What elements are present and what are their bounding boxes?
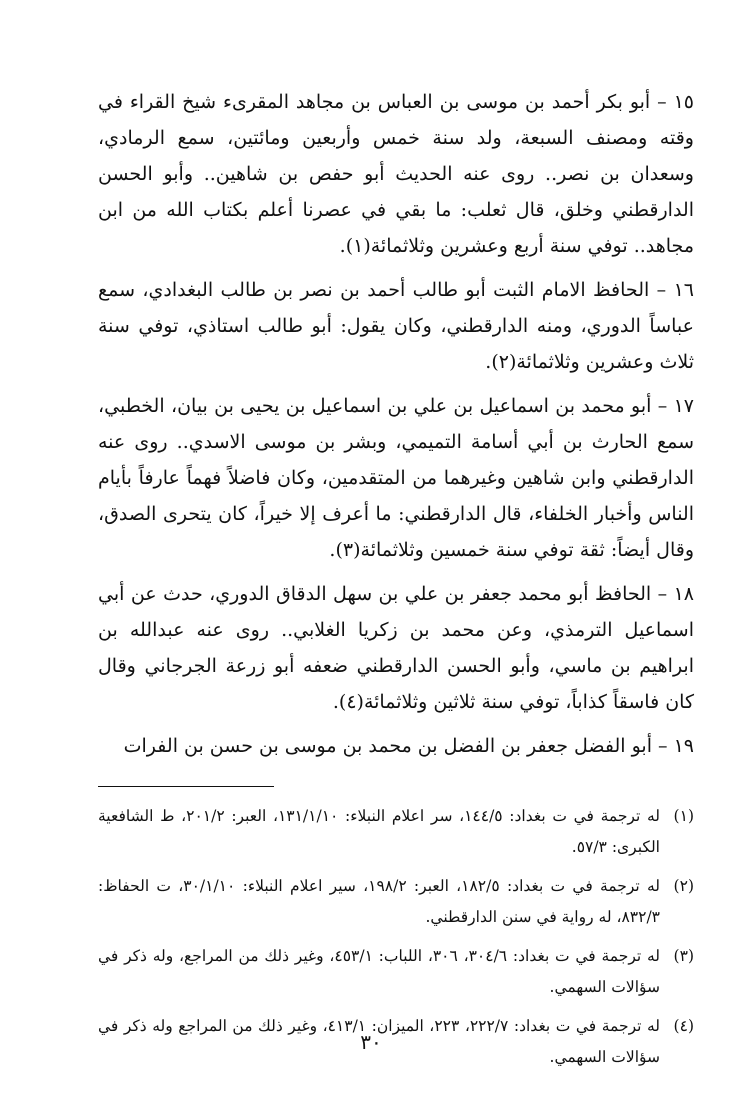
entry-15: ١٥ – أبو بكر أحمد بن موسى بن العباس بن مجاهد المقرىء شيخ القراء في وقته ومصنف السبعة، ولد سنة خمس وأربعين ومائتين، سمع الرمادي، وسعدان بن نصر.. روى عنه الحديث أبو حفص بن شاهين.. وأبو الحسن الدارقطني وخلق، قال ثعلب: ما بقي في عصرنا أعلم بكتاب الله من ابن مجاهد.. توفي سنة أربع وعشرين وثلاثمائة(١). bbox=[98, 91, 694, 257]
footnote-text: له ترجمة في ت بغداد: ٣٠٤/٦، ٣٠٦، اللباب: ٤٥٣/١، وغير ذلك من المراجع، وله ذكر في سؤالات السهمي. bbox=[98, 947, 661, 996]
footnote-text: له ترجمة في ت بغداد: ٢٢٢/٧، ٢٢٣، الميزان: ٤١٣/١، وغير ذلك من المراجع وله ذكر في سؤالات السهمي. bbox=[98, 1017, 660, 1066]
page-number: ٣٠ bbox=[360, 1030, 382, 1054]
entry-17: ١٧ – أبو محمد بن اسماعيل بن علي بن اسماعيل بن يحيى بن بيان، الخطبي، سمع الحارث بن أبي أسامة التميمي، وبشر بن موسى الاسدي.. روى عنه الدارقطني وابن شاهين وغيرهما من المتقدمين، وكان فاضلاً فهماً عارفاً بأيام الناس وأخبار الخلفاء، قال الدارقطني: ما أعرف إلا خيراً، كان يتحرى الصدق، وقال أيضاً: ثقة توفي سنة خمسين وثلاثمائة(٣). bbox=[98, 395, 694, 561]
entry-18: ١٨ – الحافظ أبو محمد جعفر بن علي بن سهل الدقاق الدوري، حدث عن أبي اسماعيل الترمذي، وعن محمد بن زكريا الغلابي.. روى عنه عبدالله بن ابراهيم بن ماسي، وأبو الحسن الدارقطني ضعفه أبو زرعة الجرجاني وقال كان فاسقاً كذاباً، توفي سنة ثلاثين وثلاثمائة(٤). bbox=[98, 583, 694, 713]
page-body bbox=[98, 84, 694, 1081]
footnote-text: له ترجمة في ت بغداد: ١٨٢/٥، العبر: ١٩٨/٢، سير اعلام النبلاء: ٣٠/١/١٠، ت الحفاظ: ٨٣٢/٣، له رواية في سنن الدارقطني. bbox=[98, 877, 660, 926]
entry-16: ١٦ – الحافظ الامام الثبت أبو طالب أحمد بن نصر بن طالب البغدادي، سمع عباساً الدوري، ومنه الدارقطني، وكان يقول: أبو طالب استاذي، توفي سنة ثلاث وعشرين وثلاثمائة(٢). bbox=[98, 279, 694, 373]
footnote-number: (٢) bbox=[673, 877, 694, 895]
footnote-text: له ترجمة في ت بغداد: ١٤٤/٥، سر اعلام النبلاء: ١٣١/١/١٠، العبر: ٢٠١/٢، ط الشافعية الكبرى: ٥٧/٣. bbox=[98, 807, 660, 856]
footnote-number: (١) bbox=[673, 807, 694, 825]
entry-19: ١٩ – أبو الفضل جعفر بن الفضل بن محمد بن موسى بن حسن بن الفرات bbox=[123, 735, 694, 757]
footnote-divider bbox=[98, 786, 274, 787]
footnote-number: (٣) bbox=[673, 947, 694, 965]
footnote-1 bbox=[98, 801, 694, 863]
footnote-3 bbox=[98, 941, 694, 1003]
footnote-2 bbox=[98, 871, 694, 933]
footnote-number: (٤) bbox=[673, 1017, 694, 1035]
